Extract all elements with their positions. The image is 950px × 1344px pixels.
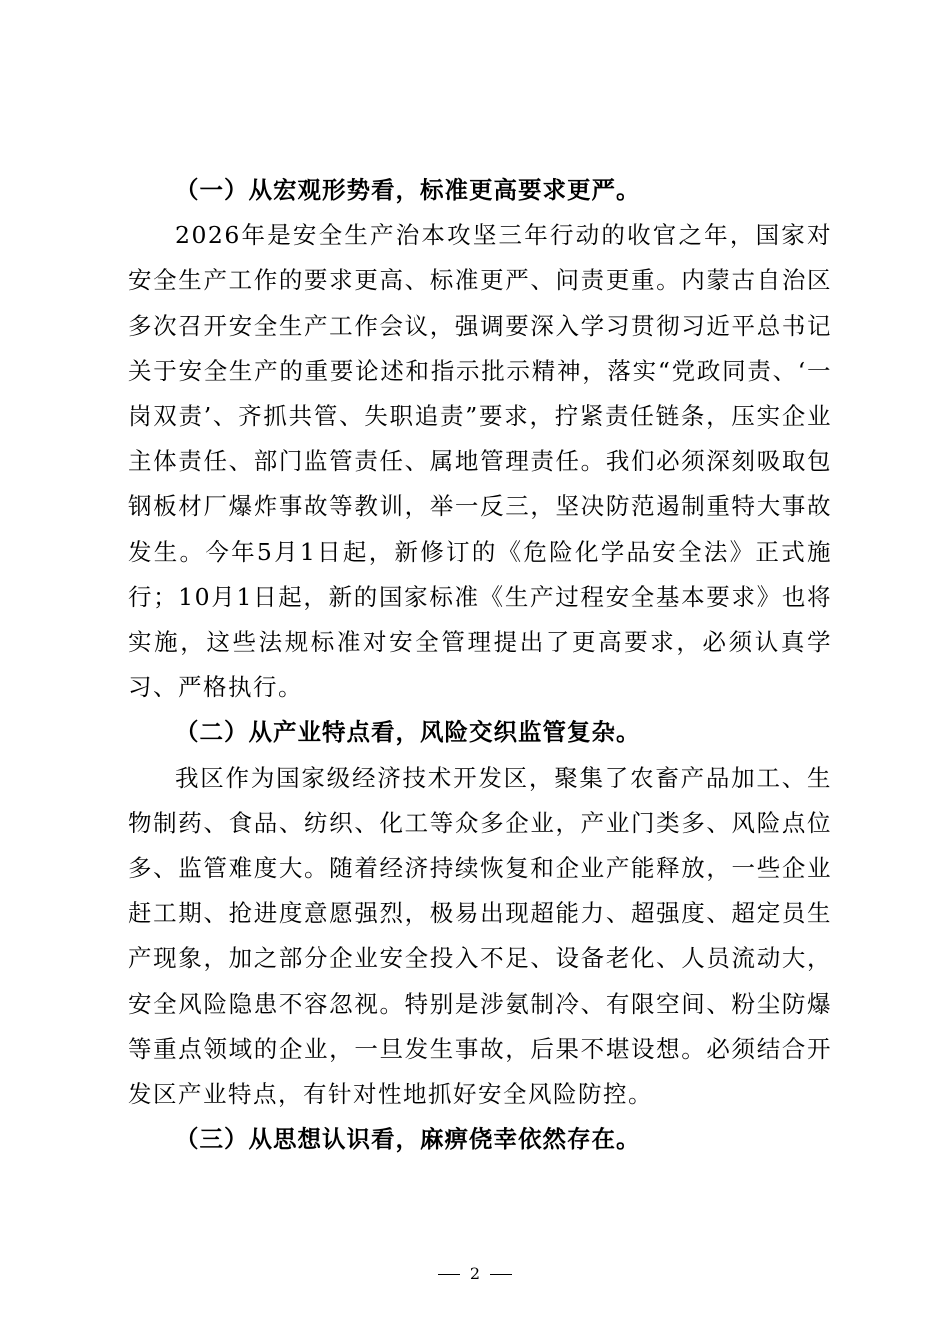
document-body: [128, 168, 832, 1162]
section-heading-2: （二）从产业特点看，风险交织监管复杂。: [175, 718, 641, 747]
section-paragraph-1: 2026年是安全生产治本攻坚三年行动的收官之年，国家对安全生产工作的要求更高、标准更严、问责更重。内蒙古自治区多次召开安全生产工作会议，强调要深入学习贯彻习近平总书记关于安全生产的重要论述和指示批示精神，落实“党政同责、‘一岗双责’、齐抓共管、失职追责”要求，拧紧责任链条，压实企业主体责任、部门监管责任、属地管理责任。我们必须深刻吸取包钢板材厂爆炸事故等教训，举一反三，坚决防范遏制重特大事故发生。今年5月1日起，新修订的《危险化学品安全法》正式施行；10月1日起，新的国家标准《生产过程安全基本要求》也将实施，这些法规标准对安全管理提出了更高要求，必须认真学习、严格执行。: [128, 221, 832, 702]
page-number: 2: [469, 1264, 481, 1283]
section-heading-3: （三）从思想认识看，麻痹侥幸依然存在。: [175, 1125, 641, 1154]
page-footer: [0, 1264, 950, 1283]
section-paragraph-2: 我区作为国家级经济技术开发区，聚集了农畜产品加工、生物制药、食品、纺织、化工等众多企业，产业门类多、风险点位多、监管难度大。随着经济持续恢复和企业产能释放，一些企业赶工期、抢进度意愿强烈，极易出现超能力、超强度、超定员生产现象，加之部分企业安全投入不足、设备老化、人员流动大，安全风险隐患不容忽视。特别是涉氨制冷、有限空间、粉尘防爆等重点领域的企业，一旦发生事故，后果不堪设想。必须结合开发区产业特点，有针对性地抓好安全风险防控。: [128, 763, 832, 1109]
footer-dash-left: [438, 1274, 460, 1275]
footer-dash-right: [490, 1274, 512, 1275]
section-heading-1: （一）从宏观形势看，标准更高要求更严。: [175, 176, 641, 204]
